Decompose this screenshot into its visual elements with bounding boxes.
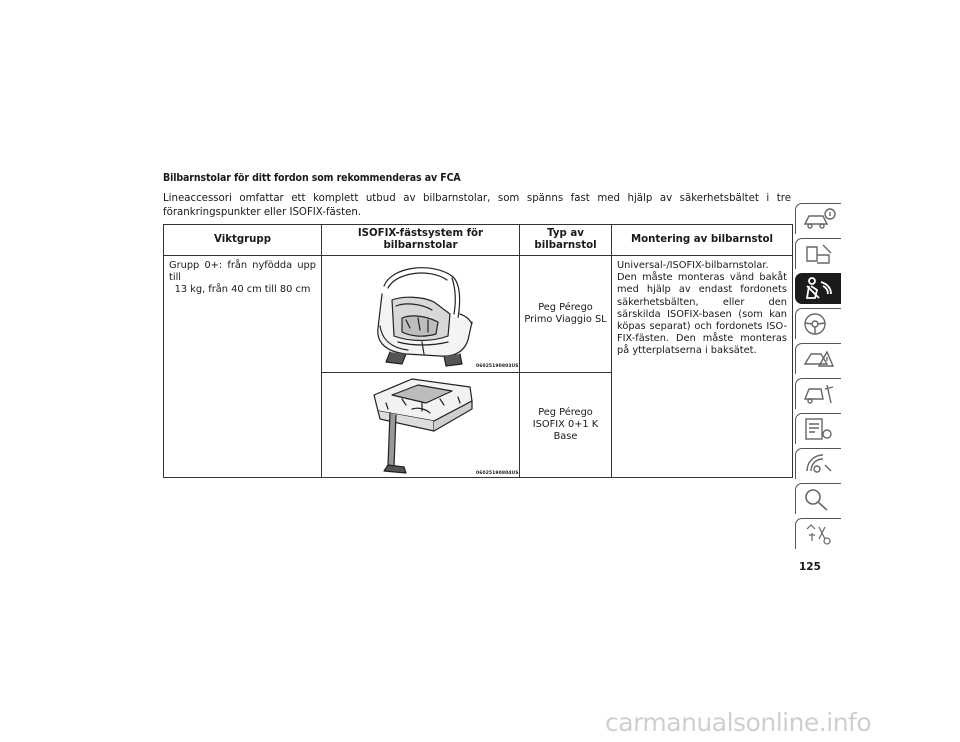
watermark: carmanualsonline.info [605,708,872,737]
search-icon [801,486,837,512]
header-mounting: Montering av bilbarnstol [612,225,793,256]
weight-group-cell [164,256,322,478]
specifications-icon [801,416,837,442]
tab-safety[interactable] [795,273,841,304]
weight-group-line2: 13 kg, från 40 cm till 80 cm [174,284,311,296]
isofix-base-image-cell [322,373,520,478]
languages-icon [801,521,837,547]
warning-lights-icon [801,241,837,267]
tab-driving[interactable] [795,308,841,339]
header-isofix-system: ISOFIX-fästsystem för bilbarnstolar [322,225,520,256]
tab-index[interactable] [795,483,841,514]
seat-type-cell: Peg Pérego Primo Viaggio SL [520,256,612,373]
isofix-base-image-code: 06025190804US [476,471,519,476]
seat-type-cell: Peg Pérego ISOFIX 0+1 K Base [520,373,612,478]
mounting-cell: Universal-/ISOFIX-bilbarnstolar. Den måste monteras vänd bakåt med hjälp av endast fordonets säkerhetsbälten, eller den särskilda ISOFIX-basen (som kan köpas separat) och fordonets ISO-FIX-fästen. Den måste monteras på ytterplatserna i baksätet. [612,256,793,478]
service-tools-icon [801,381,837,407]
intro-paragraph: Lineaccessori omfattar ett komplett utbud av bilbarnstolar, som spänns fast med hjälp av säkerhetsbältet i tre förankringspunkter eller ISOFIX-fästen. [163,193,791,218]
weight-group-line1: Grupp 0+: från nyfödda upp till [169,260,316,284]
safety-seatbelt-icon [801,276,837,302]
infant-seat-image-code: 06025190803US [476,364,519,369]
child-seat-table [163,224,793,478]
tab-warning-lights[interactable] [795,238,841,269]
steering-wheel-icon [801,311,837,337]
infant-seat-image-cell [322,256,520,373]
section-heading: Bilbarnstolar för ditt fordon som rekommenderas av FCA [163,172,461,184]
roadside-emergency-icon [801,346,837,372]
table-header-row [164,225,793,256]
page-number: 125 [799,561,821,573]
header-seat-type: Typ av bilbarnstol [520,225,612,256]
tab-specifications[interactable] [795,413,841,444]
car-info-icon [801,206,837,232]
infant-car-seat-illustration-icon [322,256,520,372]
isofix-base-illustration-icon [322,373,520,477]
tab-car-info[interactable] [795,203,841,234]
tab-roadside[interactable] [795,343,841,374]
multimedia-icon [801,451,837,477]
tab-languages[interactable] [795,518,841,549]
tab-service[interactable] [795,378,841,409]
header-weight-group: Viktgrupp [164,225,322,256]
tab-multimedia[interactable] [795,448,841,479]
table-row [164,256,793,373]
